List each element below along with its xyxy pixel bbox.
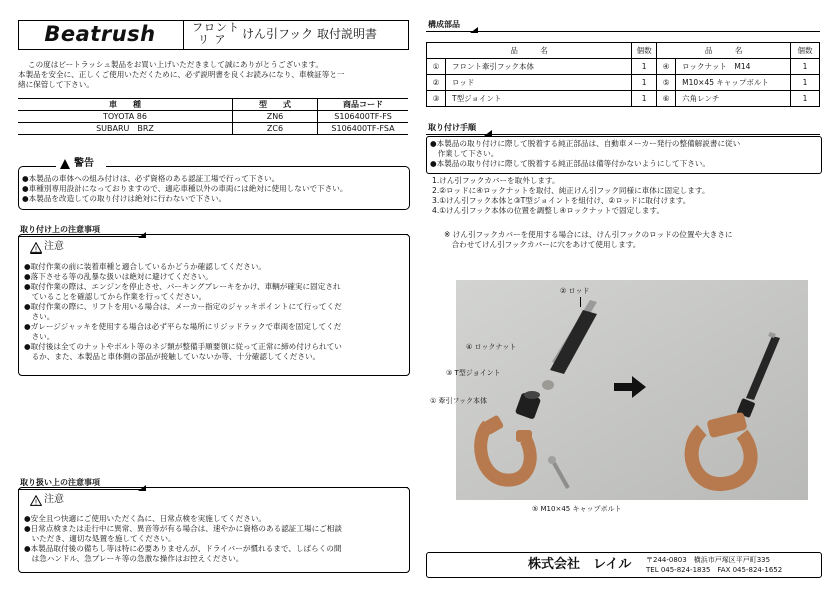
parts-table — [426, 42, 820, 107]
handling-line: ●本製品取付後の備ちし等は特に必要ありませんが、ドライバーが慣れるまで、しばらくの間 — [24, 544, 342, 553]
col-header: 個数 — [791, 43, 820, 59]
caution-title: 注意 — [44, 241, 64, 252]
handling-line: ●日常点検または走行中に異常、異音等が有る場合は、速やかに資格のある認証工場にご相談 — [24, 524, 342, 533]
cell: T型ジョイント — [446, 91, 632, 107]
procedure-steps — [432, 176, 709, 216]
col-header: 型 式 — [233, 99, 318, 111]
procedure-note-line: 合わせてけん引フックカバーに穴をあけて使用します。 — [444, 240, 641, 249]
label-joint: ③ T型ジョイント — [446, 369, 501, 377]
col-header: 商品コード — [318, 99, 409, 111]
col-header: 車 種 — [18, 99, 233, 111]
svg-text:!: ! — [34, 498, 38, 506]
label-bolt: ⑤ M10×45 キャップボルト — [532, 505, 622, 513]
cell: 1 — [632, 91, 657, 107]
cell: ロックナット M14 — [676, 59, 791, 75]
install-line: ●ガレージジャッキを使用する場合は必ず平らな場所にリジッドラックで車両を固定してくだ — [24, 322, 342, 331]
footer-address: 〒244-0803 横浜市戸塚区平戸町335 — [646, 556, 771, 564]
cell: 1 — [632, 59, 657, 75]
procedure-note-line: ※ けん引フックカバーを使用する場合には、けん引フックのロッドの位置や大きさに — [444, 230, 733, 239]
heading-tab — [470, 27, 478, 33]
procedure-step: 4.①けん引フック本体の位置を調整し④ロックナットで固定します。 — [432, 206, 665, 215]
page-title: けん引フック 取付説明書 — [242, 27, 377, 41]
vehicle-table — [18, 98, 408, 135]
leader-rod — [580, 297, 581, 307]
cell: TOYOTA 86 — [18, 111, 233, 123]
install-line: ●取付作業の前に装着車種と適合しているかどうか確認してください。 — [24, 262, 267, 271]
caution-title: 注意 — [44, 494, 64, 505]
cell: ⑥ — [657, 91, 676, 107]
caution-icon — [30, 242, 42, 253]
col-header: 品 名 — [657, 43, 791, 59]
intro-line: 本製品を安全に、正しくご使用いただくために、必ず説明書を良くお読みになり、車検証等と一 — [18, 70, 345, 79]
cell: 1 — [791, 91, 820, 107]
footer-phone: TEL 045-824-1835 FAX 045-824-1652 — [646, 566, 783, 574]
table-row — [18, 111, 408, 123]
table-row — [18, 123, 408, 135]
install-line: るか、また、本製品と車体側の部品が接触していないか等、十分確認してください。 — [24, 352, 321, 361]
parts-photo — [456, 280, 808, 500]
cell: 1 — [791, 59, 820, 75]
procedure-step: 1.けん引フックカバーを取外します。 — [432, 176, 560, 185]
handling-line: いただき、適切な処置を施してください。 — [24, 534, 176, 543]
procedure-note — [444, 230, 733, 250]
cell: ④ — [657, 59, 676, 75]
title-rear: リ ア — [198, 33, 227, 46]
cell: SUBARU BRZ — [18, 123, 233, 135]
install-line: ●取付作業の際に、リフトを用いる場合は、メーカー指定のジャッキポイントにて行ってくだ — [24, 302, 342, 311]
locknut — [542, 380, 554, 390]
intro-line: 緒に保管して下さい。 — [18, 80, 94, 89]
heading-text: 取り付け手順 — [428, 123, 476, 132]
cell: ZC6 — [233, 123, 318, 135]
procedure-step: 2.②ロッドに④ロックナットを取付、純正けん引フック同様に車体に固定します。 — [432, 186, 710, 195]
handling-line: ●安全且つ快適にご使用いただく為に、日常点検を実施してください。 — [24, 514, 267, 523]
cell: ロッド — [446, 75, 632, 91]
col-header: 品 名 — [427, 43, 632, 59]
label-locknut: ④ ロックナット — [466, 343, 517, 351]
col-header: 個数 — [632, 43, 657, 59]
caution-icon — [30, 495, 42, 506]
procedure-step: 3.①けん引フック本体と③T型ジョイントを組付け、②ロッドに取付けます。 — [432, 196, 691, 205]
warning-line: ●本製品の車体への組み付けは、必ず資格のある認証工場で行って下さい。 — [22, 174, 280, 183]
cell: M10×45 キャップボルト — [676, 75, 791, 91]
table-row — [427, 91, 820, 107]
warning-icon — [60, 159, 70, 169]
install-line: ●取付後は全てのナットやボルト等のネジ類が整備手順要領に従って正常に締め付けられてい — [24, 342, 342, 351]
parts-photo-drawing — [456, 280, 808, 500]
warning-line: ●本製品を改造しての取り付けは絶対に行わないで下さい。 — [22, 194, 227, 203]
cell: ① — [427, 59, 446, 75]
install-line: ●取付作業の際は、エンジンを停止させ、パーキングブレーキをかけ、車輌が確実に固定され — [24, 282, 341, 291]
procedure-box-line: ●本製品の取り付けに際して脱着する純正部品は、自動車メーカー発行の整備解説書に従い — [430, 139, 741, 148]
title-front: フロント — [192, 21, 240, 34]
warning-lines — [22, 174, 347, 204]
procedure-heading — [426, 124, 820, 135]
install-line: さい。 — [24, 312, 55, 321]
heading-text: 取り付け上の注意事項 — [20, 225, 100, 234]
cell: フロント牽引フック本体 — [446, 59, 632, 75]
table-row — [427, 75, 820, 91]
label-hook: ① 牽引フック本体 — [430, 397, 488, 405]
cell: S106400TF-FSA — [318, 123, 409, 135]
parts-heading — [426, 21, 820, 32]
procedure-box-line: 作業して下さい。 — [430, 149, 499, 158]
cell: ② — [427, 75, 446, 91]
cell: 1 — [632, 75, 657, 91]
handling-line: は急ハンドル、急ブレーキ等の急激な操作はお控えください。 — [24, 554, 244, 563]
heading-text: 取り扱い上の注意事項 — [20, 478, 100, 487]
cell: ZN6 — [233, 111, 318, 123]
procedure-box-line: ●本製品の取り付けに際して脱着する純正部品は備等付かないようにして下さい。 — [430, 159, 710, 168]
intro-line: この度はビートラッシュ製品をお買い上げいただきまして誠にありがとうございます。 — [28, 60, 323, 69]
handling-lines — [24, 514, 342, 564]
procedure-box-lines — [430, 139, 740, 169]
cell: ⑤ — [657, 75, 676, 91]
install-line: さい。 — [24, 332, 55, 341]
install-line: ていることを確認してから作業を行ってください。 — [24, 292, 207, 301]
warning-line: ●車種別専用設計になっておりますので、適応車種以外の車両には絶対に使用しないで下さい。 — [22, 184, 348, 193]
svg-text:!: ! — [34, 245, 38, 253]
cell: 六角レンチ — [676, 91, 791, 107]
install-line: ●落下させる等の乱暴な扱いは絶対に避けてください。 — [24, 272, 213, 281]
heading-text: 構成部品 — [428, 20, 460, 29]
cell: 1 — [791, 75, 820, 91]
cell: S106400TF-FS — [318, 111, 409, 123]
company-name: 株式会社 レイル — [528, 557, 632, 572]
label-rod: ② ロッド — [560, 287, 590, 295]
install-lines — [24, 262, 342, 362]
brand-name: Beatrush — [44, 22, 156, 46]
cell: ③ — [427, 91, 446, 107]
intro — [18, 60, 345, 90]
warning-title: 警告 — [74, 158, 94, 169]
table-row — [427, 59, 820, 75]
